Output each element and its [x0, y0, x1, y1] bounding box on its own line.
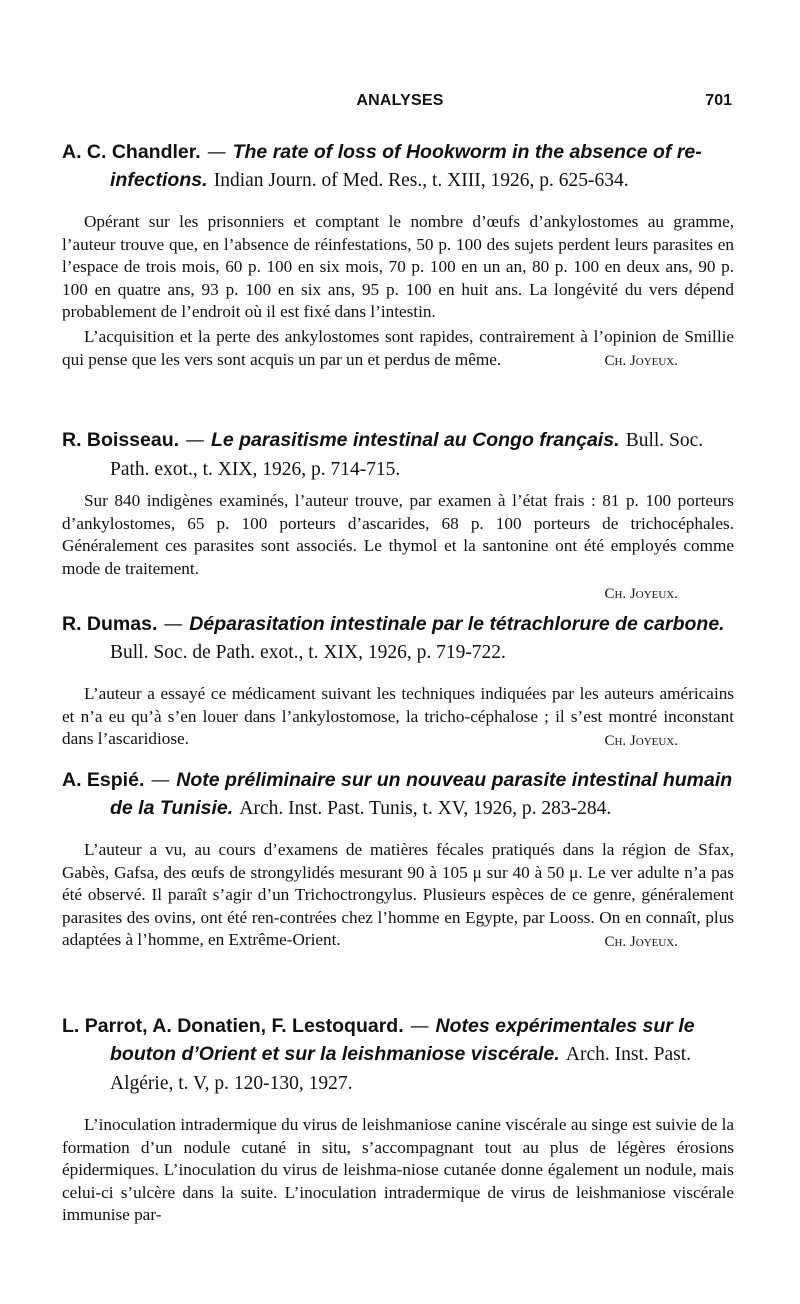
entry-body — [62, 1114, 734, 1227]
entry-signature: Ch. Joyeux. — [604, 353, 678, 370]
entry-body — [62, 683, 734, 752]
running-head — [0, 92, 800, 116]
paragraph: Sur 840 indigènes examinés, l’auteur trouve, par examen à l’état frais : 81 p. 100 porteurs d’ankylostomes, 65 p. 100 porteurs d’ascarides, 68 p. 100 porteurs de trichocéphales. Généralement ces parasites sont associés. Le thymol et la santonine ont été employés comme mode de traitement. — [62, 491, 734, 578]
entry-dash: — — [403, 1014, 436, 1037]
entry-title: The rate of loss of Hookworm in the absence of re-infections. — [110, 141, 702, 191]
paragraph: L’auteur a vu, au cours d’examens de matières fécales pratiqués dans la région de Sfax, Gabès, Gafsa, des œufs de strongylidés mesurant 90 à 105 μ sur 40 à 50 μ. Le ver adulte n’a pas été observé. Il paraît s’agir d’un Trichoctrongylus. Plusieurs espèces de ce genre, généralement parasites des ovins, ont été ren-contrées chez l’homme en Egypte, par Looss. On en connaît, plus adaptées à l’homme, en Extrême-Orient. — [62, 840, 734, 950]
entry-heading — [62, 1012, 734, 1098]
review-entry-chandler — [62, 138, 734, 373]
entry-authors: A. Espié. — [62, 769, 145, 791]
entry-source: Arch. Inst. Past. Algérie, t. V, p. 120-130, 1927. — [110, 1044, 692, 1094]
entry-dash: — — [157, 612, 190, 635]
entry-heading — [62, 138, 734, 195]
entry-heading — [62, 766, 734, 823]
review-entry-parrot — [62, 1012, 734, 1227]
entry-source: Bull. Soc. de Path. exot., t. XIX, 1926, p. 719-722. — [110, 642, 506, 663]
paragraph: Opérant sur les prisonniers et comptant le nombre d’œufs d’ankylostomes au gramme, l’auteur trouve que, en l’absence de réinfestations, 50 p. 100 des sujets perdent leurs parasites en l’espace de trois mois, 60 p. 100 en six mois, 70 p. 100 en un an, 80 p. 100 en deux ans, 90 p. 100 en quatre ans, 93 p. 100 en six ans, 95 p. 100 en huit ans. La longévité du vers dépend probablement de l’endroit où il est fixé dans l’intestin. — [62, 212, 734, 322]
entry-title: Notes expérimentales sur le bouton d’Orient et sur la leishmaniose viscérale. — [110, 1015, 695, 1065]
entry-signature: Ch. Joyeux. — [604, 586, 678, 603]
entry-source: Arch. Inst. Past. Tunis, t. XV, 1926, p. 283-284. — [239, 798, 612, 819]
entry-dash: — — [179, 428, 211, 451]
entry-heading — [62, 610, 734, 667]
entry-authors: A. C. Chandler. — [62, 141, 201, 163]
entry-title: Déparasitation intestinale par le tétrachlorure de carbone. — [189, 613, 725, 635]
entry-title: Le parasitisme intestinal au Congo français. — [210, 429, 620, 451]
paragraph: L’acquisition et la perte des ankylostomes sont rapides, contrairement à l’opinion de Smillie qui pense que les vers sont acquis un par un et perdus de même. — [62, 326, 734, 369]
entry-source: Indian Journ. of Med. Res., t. XIII, 1926, p. 625-634. — [213, 170, 629, 191]
entry-source: Bull. Soc. Path. exot., t. XIX, 1926, p. 714-715. — [110, 430, 704, 480]
entry-authors: L. Parrot, A. Donatien, F. Lestoquard. — [62, 1015, 404, 1037]
entry-body — [62, 839, 734, 954]
entry-dash: — — [144, 768, 177, 791]
entry-body — [62, 490, 734, 606]
paragraph: L’auteur a essayé ce médicament suivant les techniques indiquées par les auteurs américains et n’a eu qu’à s’en louer dans l’ankylostomose, la tricho-céphalose ; il s’est montré inconstant dans l’ascaridiose. — [62, 684, 734, 749]
review-entry-dumas — [62, 610, 734, 752]
entry-signature: Ch. Joyeux. — [604, 732, 678, 749]
review-entry-espie — [62, 766, 734, 954]
entry-title: Note préliminaire sur un nouveau parasite intestinal humain de la Tunisie. — [110, 769, 733, 819]
entry-heading — [62, 426, 734, 484]
entry-dash: — — [200, 140, 233, 163]
entry-authors: R. Dumas. — [62, 613, 158, 635]
review-entry-boisseau — [62, 426, 734, 606]
entry-signature: Ch. Joyeux. — [604, 933, 678, 950]
running-head-title: ANALYSES — [356, 92, 444, 109]
entry-body — [62, 211, 734, 373]
paragraph: L’inoculation intradermique du virus de leishmaniose canine viscérale au singe est suivie de la formation d’un nodule cutané in situ, s’accompagnant tout au plus de légères érosions épidermiques. L’inoculation du virus de leishma-niose cutanée donne également un nodule, mais celui-ci s’ulcère dans la suite. L’inoculation intradermique de virus de leishmaniose viscérale immunise par- — [62, 1115, 734, 1225]
page-number: 701 — [705, 92, 732, 109]
entry-authors: R. Boisseau. — [62, 429, 180, 451]
